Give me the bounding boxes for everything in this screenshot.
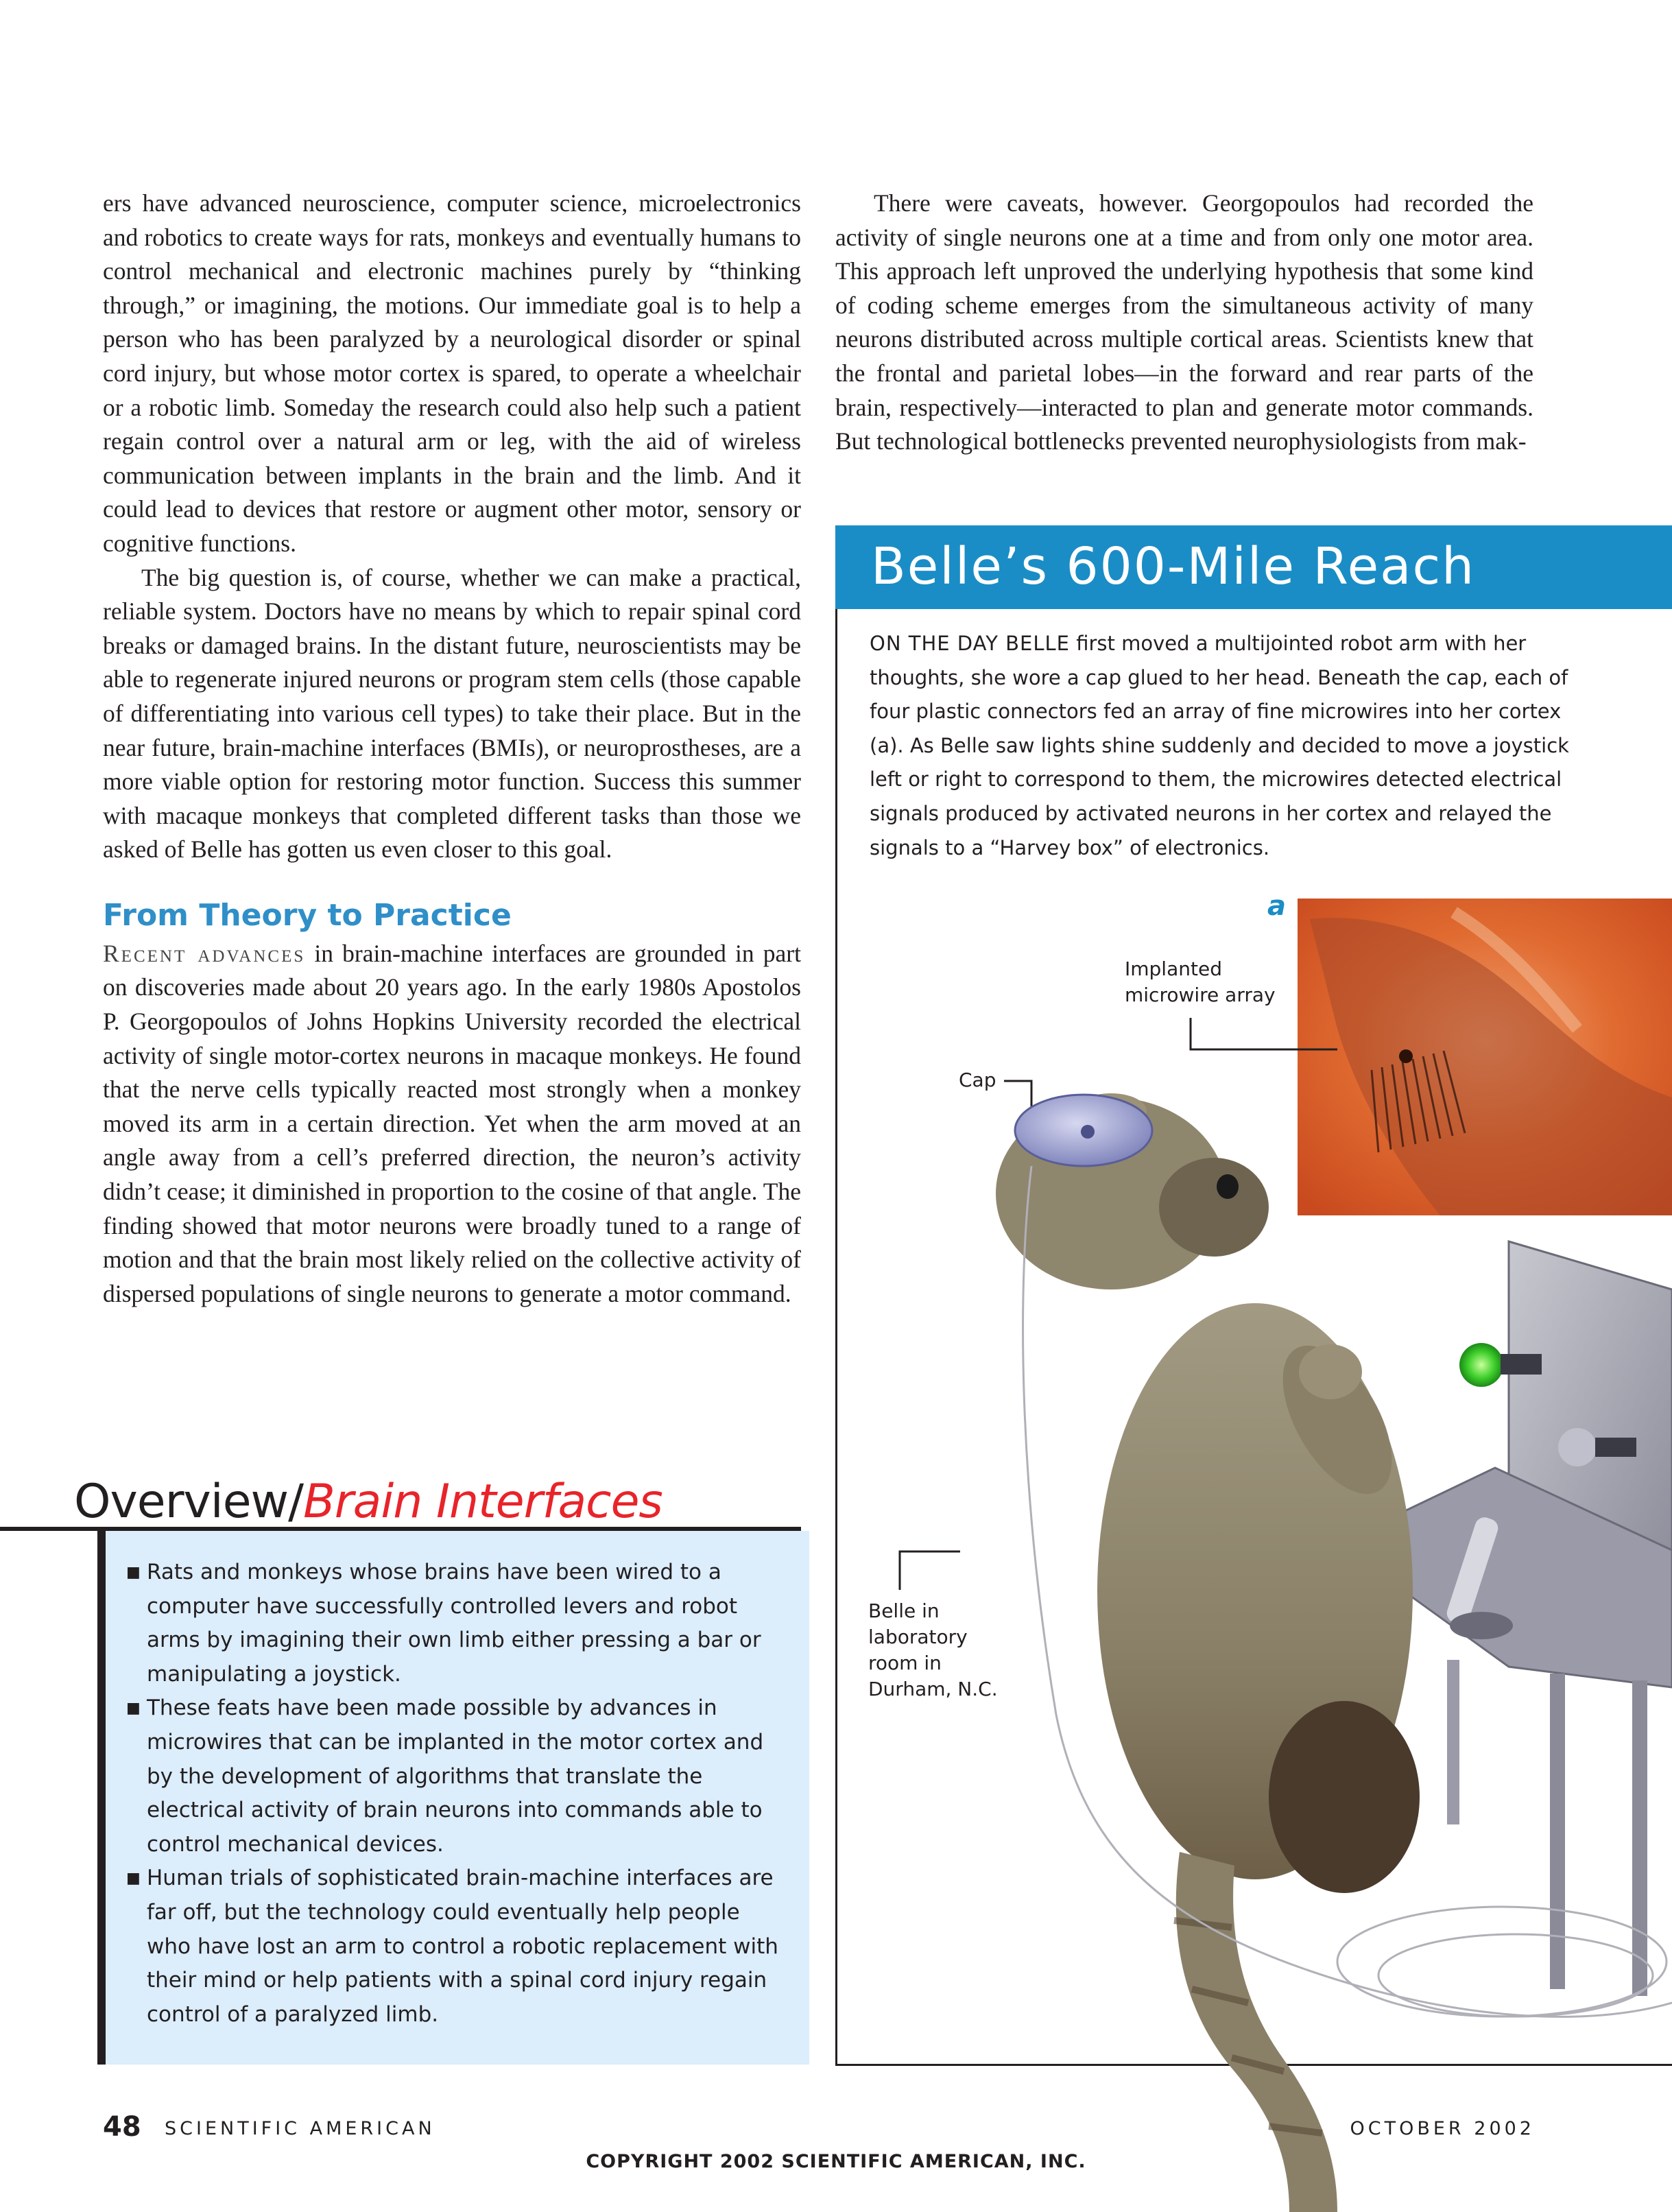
callout-cap bbox=[959, 1067, 996, 1093]
overview-bullet-text: Human trials of sophisticated brain-machine interfaces are far off, but the technology could eventually help people who have lost an arm to control a robotic replacement with their mind or help patients with a spinal cord injury regain control of a paralyzed limb. bbox=[147, 1866, 778, 2027]
monkey-hand bbox=[1299, 1344, 1362, 1399]
light-mount bbox=[1595, 1438, 1636, 1457]
page-number: 48 bbox=[103, 2111, 141, 2143]
right-para-1: There were caveats, however. Georgopoulos had recorded the activity of single neurons one at a time and from only one motor area. This approach left unproved the underlying hypothesis that some kind of coding scheme emerges from the simultaneous activity of many neurons distributed across multiple cortical areas. Scientists knew that the frontal and parietal lobes—in the forward and rear parts of the brain, respectively—interacted to plan and generate motor commands. But technological bottlenecks prevented neurophysiologists from mak- bbox=[835, 189, 1533, 455]
desk-leg bbox=[1447, 1660, 1459, 1824]
left-para-3-text: in brain-machine interfaces are grounded in part on discoveries made about 20 years ago. In the early 1980s Apostolos P. Georgopoulos of Johns Hopkins University recorded the electrical activity of single motor-cortex neurons in macaque monkeys. He found that the nerve cells typically reacted most strongly when a monkey moved its arm in a certain direction. Yet when the arm moved at an angle away from a cell’s preferred direction, the neuron’s activity didn’t cease; it diminished in proportion to the cosine of that angle. The finding showed that motor neurons were broadly tuned to a range of motion and that the brain most likely relied on the collective activity of dispersed populations of single neurons to generate a motor command. bbox=[103, 939, 801, 1307]
callout-microwire-array bbox=[1125, 956, 1276, 1008]
left-para-2: The big question is, of course, whether we can make a practical, reliable system. Doctors have no means by which to repair spinal cord breaks or damaged brains. In the distant future, neuroscientists may be able to regenerate injured neurons or program stem cells (those capable of differentiating into various cell types) to take their place. But in the near future, brain-machine interfaces (BMIs), or neuroprostheses, are a more viable option for restoring motor function. Success this summer with macaque monkeys that completed different tasks than those we asked of Belle has gotten us even closer to this goal. bbox=[103, 563, 801, 864]
sidebar-title: Belle’s 600-Mile Reach bbox=[871, 537, 1476, 596]
callout-text: Belle in laboratory room in Durham, N.C. bbox=[868, 1599, 998, 1700]
overview-title-topic: Brain Interfaces bbox=[303, 1475, 662, 1529]
monkey-leg bbox=[1269, 1701, 1420, 1893]
callout-line-belle bbox=[900, 1551, 960, 1590]
panel-label-a: a bbox=[1267, 890, 1286, 922]
issue-date: OCTOBER 2002 bbox=[1350, 2118, 1535, 2139]
sidebar-body: first moved a multijointed robot arm with her thoughts, she wore a cap glued to her head. Beneath the cap, each of four plastic connectors fed an array of fine microwires into her cortex (a). As Belle saw lights shine suddenly and decided to move a joystick left or right to correspond to them, the microwires detected electrical signals produced by activated neurons in her cortex and relayed the signals to a “Harvey box” of electronics. bbox=[870, 632, 1569, 859]
desk-leg bbox=[1632, 1680, 1647, 1996]
joystick-base bbox=[1450, 1612, 1513, 1639]
light-mount bbox=[1501, 1354, 1542, 1375]
bullet-square-icon: ■ bbox=[126, 1564, 141, 1581]
overview-bullet-text: Rats and monkeys whose brains have been wired to a computer have successfully controlled levers and robot arms by imagining their own limb either pressing a bar or manipulating a joystick. bbox=[147, 1560, 761, 1687]
array-connector bbox=[1399, 1049, 1413, 1063]
magazine-name: SCIENTIFIC AMERICAN bbox=[165, 2118, 435, 2139]
copyright-line: COPYRIGHT 2002 SCIENTIFIC AMERICAN, INC. bbox=[586, 2151, 1086, 2172]
callout-belle-location bbox=[868, 1598, 998, 1702]
callout-text: Implanted microwire array bbox=[1125, 958, 1276, 1006]
cap-connector bbox=[1081, 1125, 1095, 1139]
grey-light bbox=[1558, 1428, 1597, 1466]
sidebar-lead: ON THE DAY BELLE bbox=[870, 632, 1070, 655]
overview-bullet-text: These feats have been made possible by advances in microwires that can be implanted in the motor cortex and by the development of algorithms that translate the electrical activity of brain neurons into commands able to control mechanical devices. bbox=[147, 1696, 764, 1857]
para-lead-smallcaps: Recent advances bbox=[103, 939, 306, 967]
callout-text: Cap bbox=[959, 1069, 996, 1091]
overview-title-slash: / bbox=[288, 1475, 304, 1529]
bullet-square-icon: ■ bbox=[126, 1870, 141, 1888]
green-light bbox=[1459, 1343, 1503, 1387]
bullet-square-icon: ■ bbox=[126, 1700, 141, 1717]
monkey-face bbox=[1159, 1158, 1269, 1257]
section-heading: From Theory to Practice bbox=[103, 897, 512, 933]
monkey-eye bbox=[1217, 1174, 1239, 1199]
desk-leg bbox=[1550, 1674, 1565, 1989]
cable-coil bbox=[1378, 1934, 1653, 2017]
overview-title-main: Overview bbox=[74, 1475, 289, 1529]
left-para-1: ers have advanced neuroscience, computer science, microelectronics and robotics to create ways for rats, monkeys and eventually humans to control mechanical and electronic machines purely by “thinking through,” or imagining, the motions. Our immediate goal is to help a person who has been paralyzed by a neurological disorder or spinal cord injury, but whose motor cortex is spared, to operate a wheelchair or a robotic limb. Someday the research could also help such a patient regain control over a natural arm or leg, with the aid of wireless communication between implants in the brain and the limb. And it could lead to devices that restore or augment other motor, sensory or cognitive functions. bbox=[103, 189, 801, 557]
